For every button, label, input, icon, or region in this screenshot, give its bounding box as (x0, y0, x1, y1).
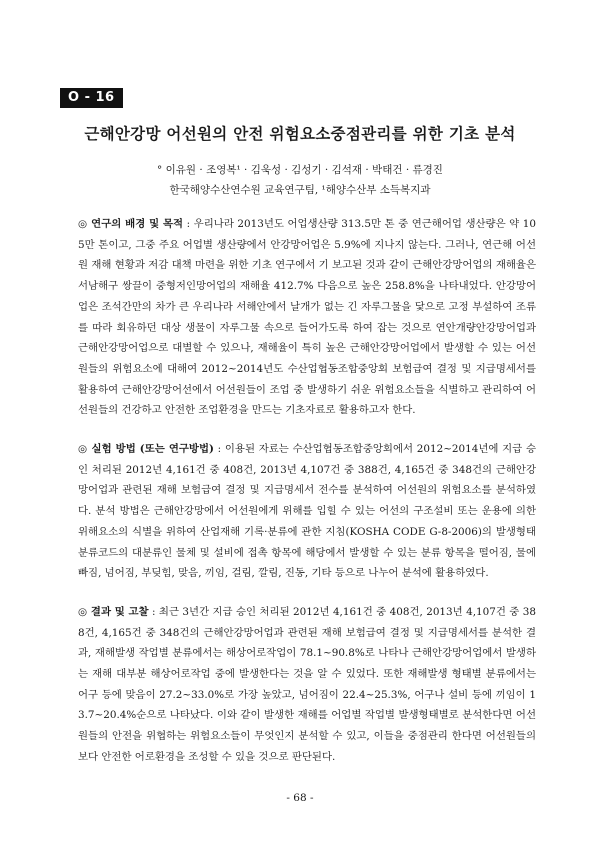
section-heading: ◎ 연구의 배경 및 목적 (78, 218, 184, 230)
section-heading: ◎ 실험 방법 (또는 연구방법) (78, 443, 214, 456)
author-list: ° 이유원 · 조영복¹ · 김욱성 · 김성기 · 김석재 · 박태건 · 류경진 (157, 164, 443, 176)
section-text: : 이용된 자료는 수산업협동조합중앙회에서 2012~2014년에 지급 승인 처리된 2012년 4,161건 중 408건, 2013년 4,107건 중 388건, 4,165건 중 348건의 근해안강망어업과 관련된 재해 보험급여 결정 및 지급명세서 전수를 분석하여 어선원의 위험요소를 분석하였다. 분석 방법은 근해안강망에서 어선원에게 위해를 입힐 수 있는 어선의 구조설비 또는 운용에 의한 위해요소의 식별을 위하여 산업재해 기록·분류에 관한 지침(KOSHA CODE G-8-2006)의 발생형태 분류코드의 대분류인 물체 및 설비에 접촉 항목에 해당에서 발생할 수 있는 분류 항목을 떨어짐, 물에 빠짐, 넘어짐, 부딪힘, 맞음, 끼임, 걸림, 깔림, 진동, 기타 등으로 나누어 분석에 활용하였다. (78, 443, 536, 580)
page-number: - 68 - (286, 792, 314, 804)
paper-title: 근해안강망 어선원의 안전 위험요소중점관리를 위한 기초 분석 (84, 124, 516, 143)
affiliation: 한국해양수산연수원 교육연구팀, ¹해양수산부 소득복지과 (169, 184, 431, 196)
section-text: : 우리나라 2013년도 어업생산량 313.5만 톤 중 연근해어업 생산량은 약 105만 톤이고, 그중 주요 어업별 생산량에서 안강망어업은 5.9%에 지나지 않는다. 그러나, 연근해 어선원 재해 현황과 저감 대책 마련을 위한 기초 연구에서 기 보고된 것과 같이 근해안강망어업의 재해율은 서남해구 쌍끌이 중형저인망어업의 재해율 412.7% 다음으로 높은 258.8%을 나타내었다. 안강망어업은 조석간만의 차가 큰 우리나라 서해안에서 날개가 없는 긴 자루그물을 닻으로 고정 부설하여 조류를 따라 회유하던 대상 생물이 자루그물 속으로 들어가도록 하여 잡는 것으로 연안개량안강망어업과 근해안강망어업으로 대별할 수 있으나, 재해율이 특히 높은 근해안강망어업에서 발생할 수 있는 어선원들의 위험요소에 대해여 2012~2014년도 수산업협동조합중앙회 보험급여 결정 및 지급명세서를 활용하여 근해안강망어선에서 어선원들이 조업 중 발생하기 쉬운 위험요소들을 식별하고 관리하여 어선원들의 건강하고 안전한 조업환경을 만드는 기초자료로 활용하고자 한다. (78, 218, 536, 417)
session-badge: O - 16 (60, 88, 123, 108)
section-results (78, 602, 536, 768)
section-text: : 최근 3년간 지급 승인 처리된 2012년 4,161건 중 408건, 2013년 4,107건 중 388건, 4,165건 중 348건의 근해안강망어업과 관련된 재해 보험급여 결정 및 지급명세서를 분석한 결과, 재해발생 작업별 분류에서는 해상어로작업이 78.1~90.8%로 나타나 근해안강망어업에서 발생하는 재해 대부분 해상어로작업 중에 발생한다는 것을 알 수 있었다. 또한 재해발생 형태별 분류에서는 어구 등에 맞음이 27.2~33.0%로 가장 높았고, 넘어짐이 22.4~25.3%, 어구나 설비 등에 끼임이 13.7~20.4%순으로 나타났다. 이와 같이 발생한 재해를 어업별 작업별 발생형태별로 분석한다면 어선원들의 안전을 위협하는 위험요소들이 무엇인지 분석할 수 있고, 이들을 중점관리 한다면 어선원들의 보다 안전한 어로환경을 조성할 수 있을 것으로 판단된다. (78, 605, 536, 763)
abstract-body (78, 214, 536, 786)
section-heading: ◎ 결과 및 고찰 (78, 605, 149, 618)
section-methods (78, 439, 536, 584)
section-background (78, 214, 536, 421)
